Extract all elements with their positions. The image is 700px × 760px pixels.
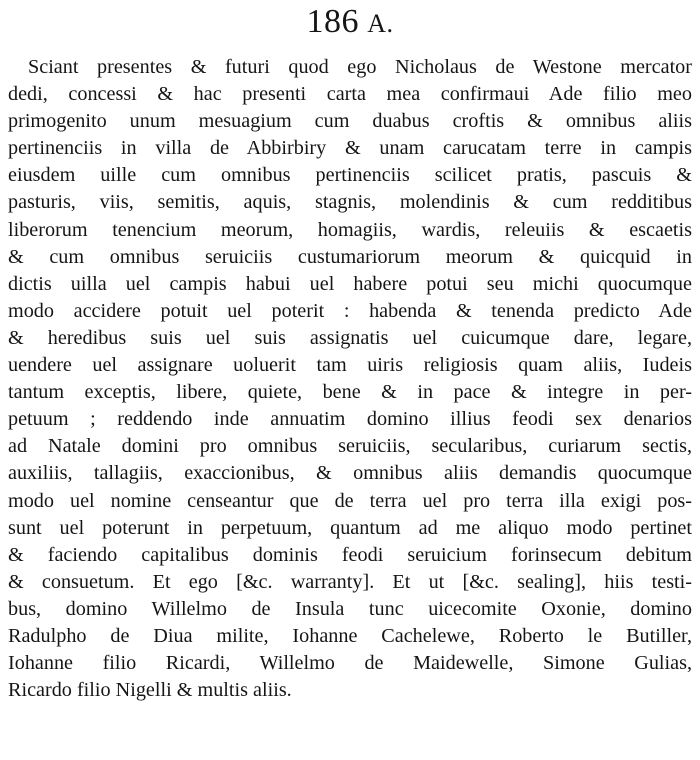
text-line: auxiliis, tallagiis, exaccionibus, & omnibus aliis demandis quocumque <box>8 462 692 485</box>
text-line: modo uel nomine censeantur que de terra uel pro terra illa exigi pos- <box>8 489 692 512</box>
text-line: dictis uilla uel campis habui uel habere potui seu michi quocumque <box>8 272 692 295</box>
text-line: uendere uel assignare uoluerit tam uiris religiosis quam aliis, Iudeis <box>8 354 692 377</box>
text-line: & cum omnibus seruiciis custumariorum meorum & quicquid in <box>8 245 692 268</box>
text-line: Ricardo filio Nigelli & multis aliis. <box>8 679 292 702</box>
charter-text <box>8 54 692 704</box>
text-line: & faciendo capitalibus dominis feodi seruicium forinsecum debitum <box>8 543 692 566</box>
text-line: tantum exceptis, libere, quiete, bene & in pace & integre in per- <box>8 381 692 404</box>
charter-number-heading <box>0 2 700 44</box>
text-line: Sciant presentes & futuri quod ego Nicholaus de Westone mercator <box>28 56 692 78</box>
text-line: & heredibus suis uel suis assignatis uel cuicumque dare, legare, <box>8 326 692 349</box>
text-line: sunt uel poterunt in perpetuum, quantum ad me aliquo modo pertinet <box>8 516 692 539</box>
text-line: pasturis, viis, semitis, aquis, stagnis, molendinis & cum redditibus <box>8 191 692 214</box>
text-line: & consuetum. Et ego [&c. warranty]. Et ut [&c. sealing], hiis testi- <box>8 570 692 593</box>
text-line: Radulpho de Diua milite, Iohanne Cachelewe, Roberto le Butiller, <box>8 624 692 647</box>
text-line: liberorum tenencium meorum, homagiis, wardis, releuiis & escaetis <box>8 218 692 241</box>
text-line: dedi, concessi & hac presenti carta mea confirmaui Ade filio meo <box>8 83 692 106</box>
charter-number: 186 <box>306 3 359 40</box>
text-line: primogenito unum mesuagium cum duabus croftis & omnibus aliis <box>8 110 692 133</box>
text-line: petuum ; reddendo inde annuatim domino illius feodi sex denarios <box>8 408 692 431</box>
text-line: pertinenciis in villa de Abbirbiry & unam carucatam terre in campis <box>8 137 692 160</box>
text-line: bus, domino Willelmo de Insula tunc uicecomite Oxonie, domino <box>8 597 692 620</box>
text-line: ad Natale domini pro omnibus seruiciis, secularibus, curiarum sectis, <box>8 435 692 458</box>
charter-number-suffix: A. <box>367 9 394 38</box>
text-line: modo accidere potuit uel poterit : habenda & tenenda predicto Ade <box>8 299 692 322</box>
text-line: Iohanne filio Ricardi, Willelmo de Maidewelle, Simone Gulias, <box>8 652 692 675</box>
text-line: eiusdem uille cum omnibus pertinenciis scilicet pratis, pascuis & <box>8 164 692 187</box>
